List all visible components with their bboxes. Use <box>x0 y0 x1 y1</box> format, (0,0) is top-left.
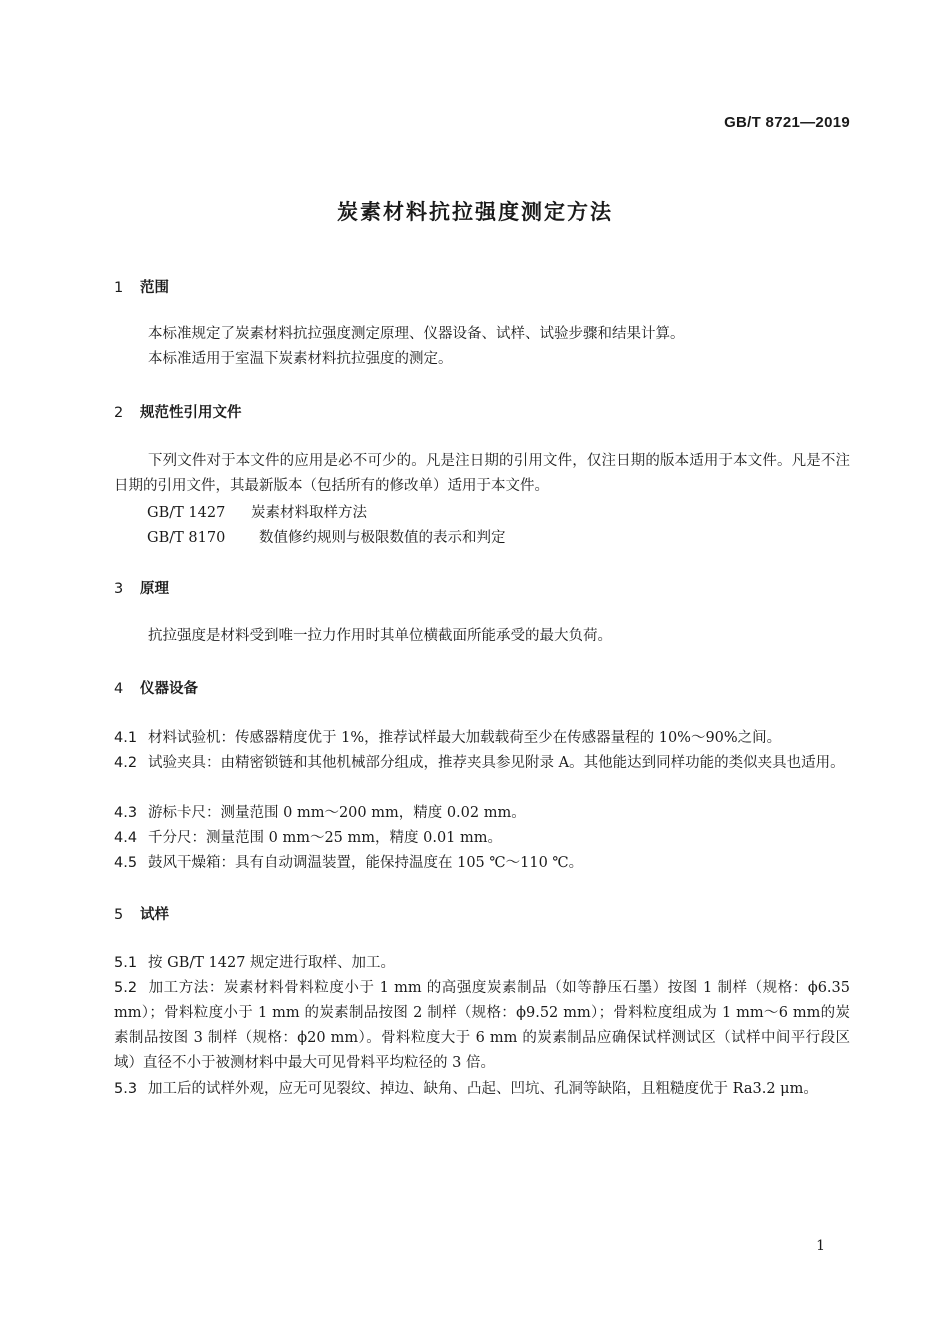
clause-text: 加工后的试样外观，应无可见裂纹、掉边、缺角、凸起、凹坑、孔洞等缺陷，且粗糙度优于 Ra3.2 μm。 <box>148 1081 818 1097</box>
section-number: 1 <box>114 280 124 296</box>
clause-4-3 <box>114 801 850 826</box>
scope-paragraph-2: 本标准适用于室温下炭素材料抗拉强度的测定。 <box>148 351 453 367</box>
reference-code: GB/T 8170 <box>147 530 226 546</box>
section-number: 4 <box>114 681 124 697</box>
reference-code: GB/T 1427 <box>147 505 226 521</box>
clause-4-1 <box>114 726 850 751</box>
section-3-heading <box>114 577 169 598</box>
clause-4-5 <box>114 851 850 876</box>
standard-number: GB/T 8721—2019 <box>724 114 850 131</box>
section-number: 3 <box>114 581 124 597</box>
section-2-heading <box>114 401 242 422</box>
page-number: 1 <box>816 1238 825 1254</box>
clause-number: 4.2 <box>114 755 138 771</box>
principle-paragraph: 抗拉强度是材料受到唯一拉力作用时其单位横截面所能承受的最大负荷。 <box>148 628 612 644</box>
clause-number: 5.2 <box>114 980 138 996</box>
clause-4-4 <box>114 826 850 851</box>
clause-text: 试验夹具：由精密锁链和其他机械部分组成，推荐夹具参见附录 A。其他能达到同样功能的类似夹具也适用。 <box>148 755 845 771</box>
clause-4-2 <box>114 751 850 776</box>
scope-paragraph-1: 本标准规定了炭素材料抗拉强度测定原理、仪器设备、试样、试验步骤和结果计算。 <box>148 326 685 342</box>
clause-text: 游标卡尺：测量范围 0 mm～200 mm，精度 0.02 mm。 <box>148 805 526 821</box>
clause-number: 5.1 <box>114 955 138 971</box>
reference-title: 炭素材料取样方法 <box>251 505 367 521</box>
clause-5-2 <box>114 976 850 1076</box>
section-5-heading <box>114 903 169 924</box>
clause-text: 鼓风干燥箱：具有自动调温装置，能保持温度在 105 ℃～110 ℃。 <box>148 855 584 871</box>
document-title: 炭素材料抗拉强度测定方法 <box>337 200 613 224</box>
clause-5-3 <box>114 1077 850 1102</box>
clause-number: 4.5 <box>114 855 138 871</box>
section-number: 2 <box>114 405 124 421</box>
clause-text: 按 GB/T 1427 规定进行取样、加工。 <box>148 955 396 971</box>
reference-item <box>147 501 367 522</box>
clause-text: 材料试验机：传感器精度优于 1%，推荐试样最大加载载荷至少在传感器量程的 10%～90%之间。 <box>148 730 782 746</box>
section-1-heading <box>114 276 169 297</box>
section-title: 仪器设备 <box>140 681 198 697</box>
normative-references-paragraph: 下列文件对于本文件的应用是必不可少的。凡是注日期的引用文件，仅注日期的版本适用于本文件。凡是不注日期的引用文件，其最新版本（包括所有的修改单）适用于本文件。 <box>114 453 850 494</box>
clause-number: 4.1 <box>114 730 138 746</box>
section-4-heading <box>114 677 198 698</box>
clause-number: 4.4 <box>114 830 138 846</box>
section-title: 范围 <box>140 280 169 296</box>
reference-title: 数值修约规则与极限数值的表示和判定 <box>259 530 506 546</box>
section-title: 试样 <box>140 907 169 923</box>
clause-text: 千分尺：测量范围 0 mm～25 mm，精度 0.01 mm。 <box>148 830 503 846</box>
section-number: 5 <box>114 907 124 923</box>
clause-text: 加工方法：炭素材料骨料粒度小于 1 mm 的高强度炭素制品（如等静压石墨）按图 1 制样（规格：ϕ6.35 mm）；骨料粒度小于 1 mm 的炭素制品按图 2 制样（规格：ϕ9.52 mm）；骨料粒度组成为 1 mm～6 mm的炭素制品按图 3 制样（规格：ϕ20 mm）。骨料粒度大于 6 mm 的炭素制品应确保试样测试区（试样中间平行段区域）直径不小于被测材料中最大可见骨料平均粒径的 3 倍。 <box>114 980 850 1071</box>
clause-5-1 <box>114 951 850 976</box>
section-title: 规范性引用文件 <box>140 405 242 421</box>
section-title: 原理 <box>140 581 169 597</box>
clause-number: 5.3 <box>114 1081 138 1097</box>
reference-item <box>147 526 506 547</box>
clause-number: 4.3 <box>114 805 138 821</box>
